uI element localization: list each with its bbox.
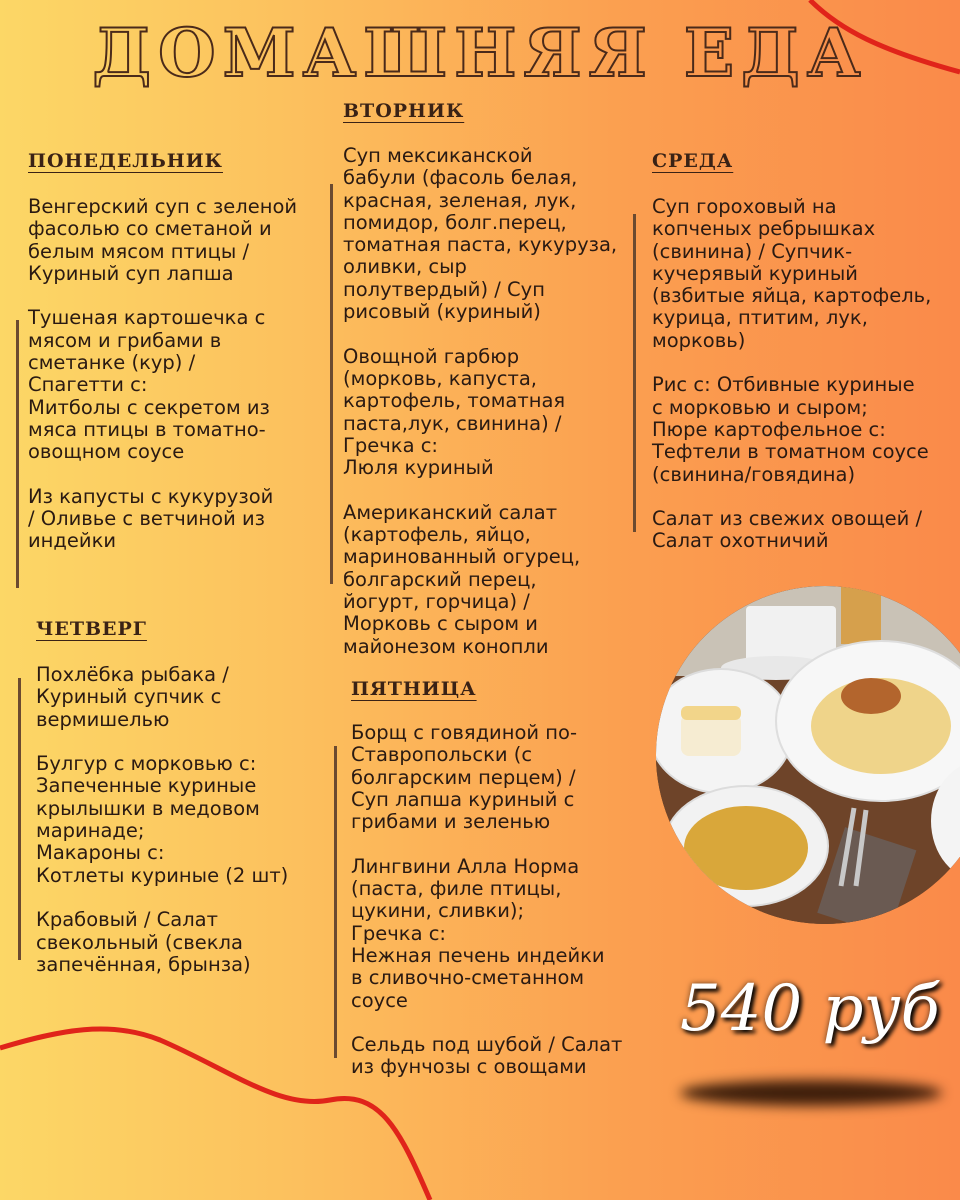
- day-heading-thursday: ЧЕТВЕРГ: [36, 618, 147, 640]
- menu-item: Из капусты с кукурузой / Оливье с ветчиной из индейки: [28, 484, 274, 553]
- divider-wednesday: [633, 214, 636, 532]
- day-heading-wednesday: СРЕДА: [652, 150, 734, 172]
- day-menu-thursday: [36, 664, 288, 998]
- divider-tuesday: [330, 184, 333, 584]
- menu-item: Овощной гарбюр (морковь, капуста, картофель, томатная паста,лук, свинина) / Гречка с: Люля куриный: [343, 344, 566, 480]
- menu-item: Суп гороховый на копченых ребрышках (свинина) / Супчик- кучерявый куриный (взбитые яйца, картофель, курица, птитим, лук, морковь): [652, 195, 932, 352]
- menu-item: Венгерский суп с зеленой фасолью со сметаной и белым мясом птицы / Куриный суп лапша: [28, 195, 298, 285]
- day-heading-friday: ПЯТНИЦА: [351, 678, 477, 700]
- menu-item: Сельдь под шубой / Салат из фунчозы с овощами: [351, 1033, 623, 1079]
- menu-item: Булгур с морковью с: Запеченные куриные крылышки в медовом маринаде; Макароны с: Котлеты куриные (2 шт): [36, 752, 289, 887]
- day-heading-monday: ПОНЕДЕЛЬНИК: [28, 150, 223, 172]
- salad-portion: [681, 714, 741, 756]
- menu-item: Тушеная картошечка с мясом и грибами в сметанке (кур) / Спагетти с: Митболы с секретом из мяса птицы в томатно- овощном соусе: [28, 306, 270, 464]
- beer-glass: [841, 586, 881, 644]
- menu-item: Похлёбка рыбака / Куриный супчик с вермишелью: [36, 663, 229, 731]
- menu-item: Борщ с говядиной по- Ставропольски (с болгарским перцем) / Суп лапша куриный с грибами и зеленью: [351, 721, 577, 834]
- day-heading-tuesday: ВТОРНИК: [343, 100, 465, 122]
- menu-item: Крабовый / Салат свекольный (свекла запечённая, брынза): [36, 908, 251, 976]
- menu-item: Суп мексиканской бабули (фасоль белая, красная, зеленая, лук, помидор, болг.перец, томатная паста, кукуруза, оливки, сыр полутвердый) / Суп рисовый (куриный): [343, 144, 618, 324]
- divider-friday: [334, 746, 337, 1058]
- price-label: 540 руб: [680, 972, 940, 1046]
- menu-item: Американский салат (картофель, яйцо, маринованный огурец, болгарский перец, йогурт, горчица) / Морковь с сыром и майонезом конопли: [343, 500, 581, 658]
- divider-thursday: [18, 678, 21, 960]
- divider-monday: [16, 320, 19, 588]
- page-title: ДОМАШНЯЯ ЕДА: [92, 14, 868, 92]
- price-shadow: [680, 1080, 942, 1106]
- day-menu-wednesday: [652, 196, 931, 575]
- day-menu-monday: [28, 196, 297, 575]
- day-menu-friday: [351, 722, 622, 1101]
- menu-item: Лингвини Алла Норма (паста, филе птицы, цукини, сливки); Гречка с: Нежная печень индейки в сливочно-сметанном соусе: [351, 854, 605, 1012]
- menu-item: Рис с: Отбивные куриные с морковью и сыром; Пюре картофельное с: Тефтели в томатном соусе (свинина/говядина): [652, 373, 929, 486]
- day-menu-tuesday: [343, 145, 617, 680]
- menu-item: Салат из свежих овощей / Салат охотничий: [652, 507, 923, 553]
- meat-sauce: [841, 678, 901, 714]
